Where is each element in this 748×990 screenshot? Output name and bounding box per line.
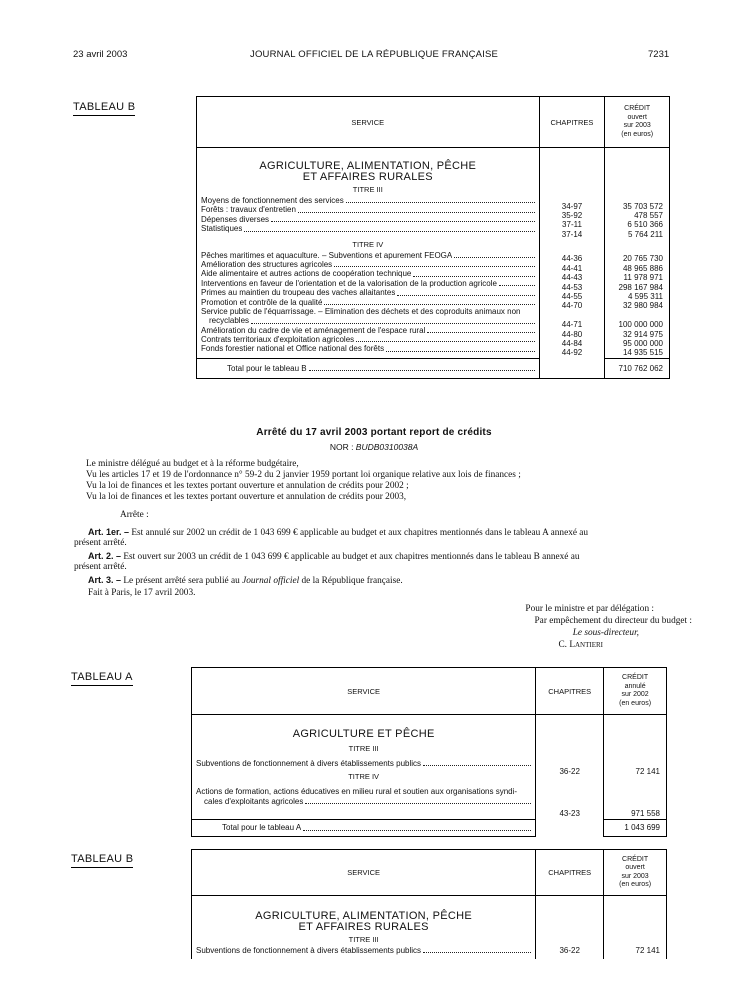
table2	[191, 667, 667, 837]
table-row: Actions de formation, actions éducatives en milieu rural et soutien aux organisations syndi-	[196, 787, 518, 797]
table2-col-credit: CRÉDIT annulé sur 2002 (en euros)	[604, 668, 667, 715]
table-row: Forêts : travaux d'entretien	[201, 205, 535, 214]
table3-col-credit: CRÉDIT ouvert sur 2003 (en euros)	[604, 850, 667, 896]
table-row: Interventions en faveur de l'orientation et de la valorisation de la production agricole	[201, 279, 535, 288]
table2-total-amount: 1 043 699	[604, 819, 667, 836]
table-row: Dépenses diverses	[201, 215, 535, 224]
table2-col-chapitres: CHAPITRES	[536, 668, 604, 715]
table-row: Contrats territoriaux d'exploitation agricoles	[201, 335, 535, 344]
signature-line-3: Le sous-directeur,	[572, 628, 639, 638]
arrete-nor: NOR : BUDB0310038A	[329, 442, 419, 452]
table-row: Statistiques	[201, 224, 535, 233]
signature-name: C. Lantieri	[558, 640, 603, 650]
arrete-title: Arrêté du 17 avril 2003 portant report de crédits	[256, 427, 492, 438]
table-row: Amélioration du cadre de vie et aménagement de l'espace rural	[201, 326, 535, 335]
table1-chapitres-col: 34-97 35-92 37-11 37-14 44-36 44-41 44-43 44-53 44-55 44-70 44-71 44-80 44-84 44-92	[539, 148, 605, 359]
table1-header-row	[197, 97, 670, 148]
table3-ministry: AGRICULTURE, ALIMENTATION, PÊCHE ET AFFAIRES RURALES	[255, 910, 473, 933]
table1-col-chapitres: CHAPITRES	[539, 97, 605, 148]
table2-header-row	[192, 668, 667, 715]
table2-body	[192, 715, 667, 820]
table-row: Aide alimentaire et autres actions de coopération technique	[201, 269, 535, 278]
header-journal-title: JOURNAL OFFICIEL DE LA RÉPUBLIQUE FRANÇAISE	[250, 49, 499, 60]
table2-ministry: AGRICULTURE ET PÊCHE	[292, 728, 435, 740]
table2-tag: TABLEAU A	[71, 671, 133, 686]
article-2: Art. 2. – Est ouvert sur 2003 un crédit de 1 043 699 € applicable au budget et aux chapitres mentionnés dans le tableau B annexé au	[88, 551, 580, 562]
table3-chapitres-col: 36-22	[536, 896, 604, 960]
table1-total-label: Total pour le tableau B	[227, 363, 307, 373]
table-row: Subventions de fonctionnement à divers établissements publics	[196, 759, 531, 768]
table2-total-row	[192, 819, 667, 836]
table3-amounts-col: 72 141	[604, 896, 667, 960]
table2-amounts-col: 72 141 971 558	[604, 715, 667, 820]
article-3: Art. 3. – Le présent arrêté sera publié au Journal officiel de la République française.	[88, 575, 403, 586]
arrete-intro: Le ministre délégué au budget et à la réforme budgétaire,	[86, 459, 299, 469]
table3-tag: TABLEAU B	[71, 853, 133, 868]
table1-amounts-col: 35 703 572 478 557 6 510 366 5 764 211 20 765 730 48 965 886 11 978 971 298 167 984 4 595 311 32 980 984 100 000 000 32 914 975 95 000 000 14 935 515	[605, 148, 670, 359]
table3-body	[192, 896, 667, 960]
table1-col-credit: CRÉDIT ouvert sur 2003 (en euros)	[605, 97, 670, 148]
arrete-vu-2: Vu la loi de finances et les textes portant ouverture et annulation de crédits pour 2002 ;	[86, 481, 409, 491]
header-date: 23 avril 2003	[73, 49, 128, 60]
table-row-cont: cales d'exploitants agricoles	[196, 797, 531, 806]
header-page-number: 7231	[648, 49, 670, 60]
table3-titre3: TITRE III	[348, 935, 379, 944]
table2-total-label: Total pour le tableau A	[222, 823, 302, 833]
signature-line-2: Par empêchement du directeur du budget :	[534, 616, 692, 626]
table3-col-chapitres: CHAPITRES	[536, 850, 604, 896]
table1-titre4: TITRE IV	[352, 239, 384, 249]
arrete-arrete: Arrête :	[120, 510, 149, 520]
table1-total-amount: 710 762 062	[605, 358, 670, 378]
table1-body	[197, 148, 670, 359]
table-row-equarrissage: Service public de l'équarrissage. – Elimination des déchets et des coproduits animaux non	[201, 306, 521, 316]
arrete-vu-3: Vu la loi de finances et les textes portant ouverture et annulation de crédits pour 2003,	[86, 492, 407, 502]
table3-header-row	[192, 850, 667, 896]
table-row: Promotion et contrôle de la qualité	[201, 298, 535, 307]
table-row: Subventions de fonctionnement à divers établissements publics	[196, 946, 531, 955]
arrete-fait: Fait à Paris, le 17 avril 2003.	[88, 588, 196, 598]
table1-ministry: AGRICULTURE, ALIMENTATION, PÊCHE ET AFFAIRES RURALES	[259, 160, 477, 183]
table2-col-service: SERVICE	[192, 668, 536, 715]
signature-line-1: Pour le ministre et par délégation :	[525, 604, 654, 614]
table-row: Pêches maritimes et aquaculture. – Subventions et apurement FEOGA	[201, 251, 535, 260]
table2-chapitres-col: 36-22 43-23	[536, 715, 604, 820]
table2-titre4: TITRE IV	[348, 772, 380, 782]
table-row: Amélioration des structures agricoles	[201, 260, 535, 269]
table-row: Moyens de fonctionnement des services	[201, 196, 535, 205]
arrete-vu-1: Vu les articles 17 et 19 de l'ordonnance n° 59-2 du 2 janvier 1959 portant loi organique relative aux lois de finances ;	[86, 470, 521, 480]
table3-col-service: SERVICE	[192, 850, 536, 896]
table1-total-row	[197, 358, 670, 378]
article-1: Art. 1er. – Est annulé sur 2002 un crédit de 1 043 699 € applicable au budget et aux chapitres mentionnés dans le tableau A annexé au	[88, 527, 589, 538]
table3	[191, 849, 667, 959]
table-row: Primes au maintien du troupeau des vaches allaitantes	[201, 288, 535, 297]
table-row-equarrissage-cont: recyclables	[201, 316, 535, 325]
article-1-cont: présent arrêté.	[74, 538, 127, 548]
table1-tag: TABLEAU B	[73, 101, 135, 116]
table1-titre3: TITRE III	[352, 185, 383, 194]
table2-titre3: TITRE III	[348, 744, 379, 753]
table1-col-service: SERVICE	[197, 97, 540, 148]
table-row: Fonds forestier national et Office national des forêts	[201, 344, 535, 353]
table1	[196, 96, 670, 379]
article-2-cont: présent arrêté.	[74, 562, 127, 572]
